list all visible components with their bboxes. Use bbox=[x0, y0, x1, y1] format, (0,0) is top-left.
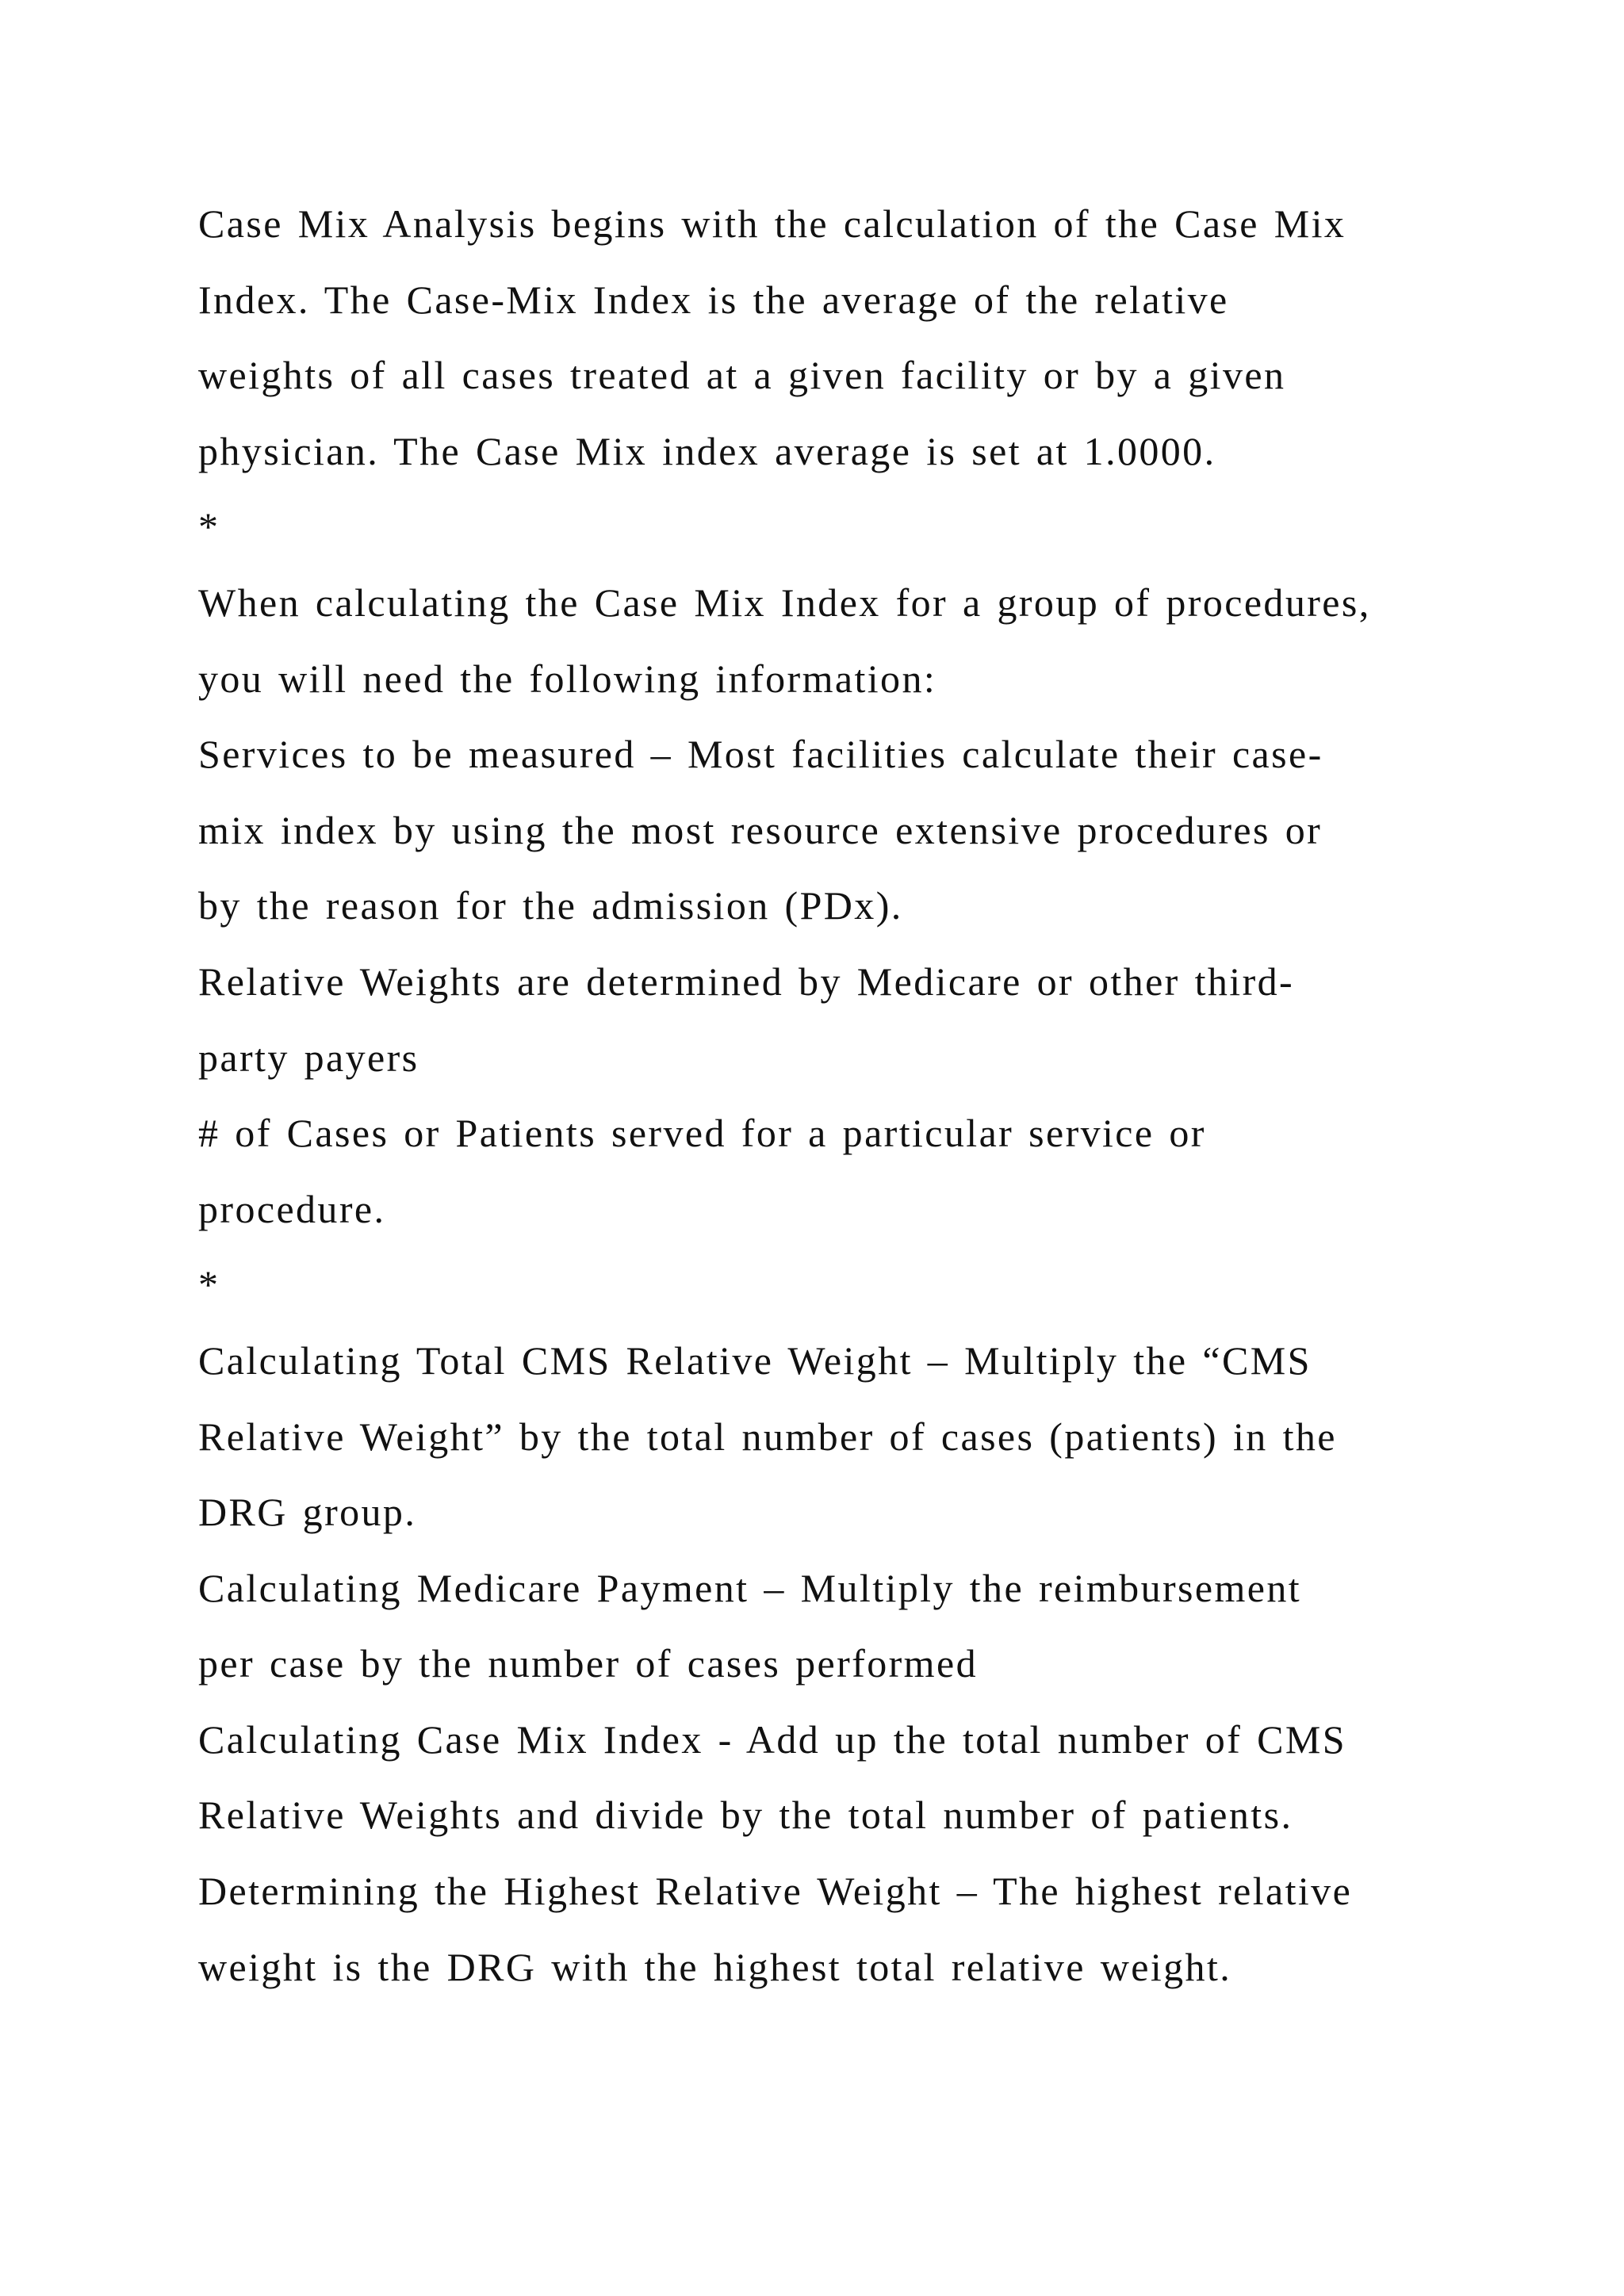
text-line: per case by the number of cases performed bbox=[198, 1641, 978, 1686]
section-separator: * bbox=[198, 1262, 220, 1307]
text-line: weight is the DRG with the highest total relative weight. bbox=[198, 1944, 1232, 1989]
text-line: Relative Weight” by the total number of cases (patients) in the bbox=[198, 1414, 1337, 1459]
text-line: Determining the Highest Relative Weight – The highest relative bbox=[198, 1869, 1353, 1914]
text-line: mix index by using the most resource extensive procedures or bbox=[198, 807, 1323, 852]
text-line: Calculating Total CMS Relative Weight – Multiply the “CMS bbox=[198, 1337, 1312, 1383]
text-line: Case Mix Analysis begins with the calculation of the Case Mix bbox=[198, 201, 1346, 246]
text-line: Relative Weights are determined by Medicare or other third- bbox=[198, 959, 1295, 1004]
text-line: procedure. bbox=[198, 1186, 386, 1231]
text-line: by the reason for the admission (PDx). bbox=[198, 883, 903, 928]
text-line: Calculating Case Mix Index - Add up the total number of CMS bbox=[198, 1716, 1346, 1762]
text-line: Services to be measured – Most facilities calculate their case- bbox=[198, 732, 1323, 777]
text-line: DRG group. bbox=[198, 1490, 417, 1535]
text-line: physician. The Case Mix index average is set at 1.0000. bbox=[198, 428, 1216, 473]
text-line: Calculating Medicare Payment – Multiply the reimbursement bbox=[198, 1565, 1302, 1610]
section-separator: * bbox=[198, 504, 220, 549]
document-body bbox=[198, 186, 1467, 2005]
text-line: Relative Weights and divide by the total number of patients. bbox=[198, 1793, 1293, 1838]
text-line: When calculating the Case Mix Index for a group of procedures, bbox=[198, 580, 1371, 625]
text-line: Index. The Case-Mix Index is the average of the relative bbox=[198, 277, 1229, 322]
text-line: weights of all cases treated at a given facility or by a given bbox=[198, 353, 1286, 398]
text-line: party payers bbox=[198, 1035, 419, 1080]
text-line: # of Cases or Patients served for a particular service or bbox=[198, 1111, 1206, 1156]
text-line: you will need the following information: bbox=[198, 656, 937, 701]
